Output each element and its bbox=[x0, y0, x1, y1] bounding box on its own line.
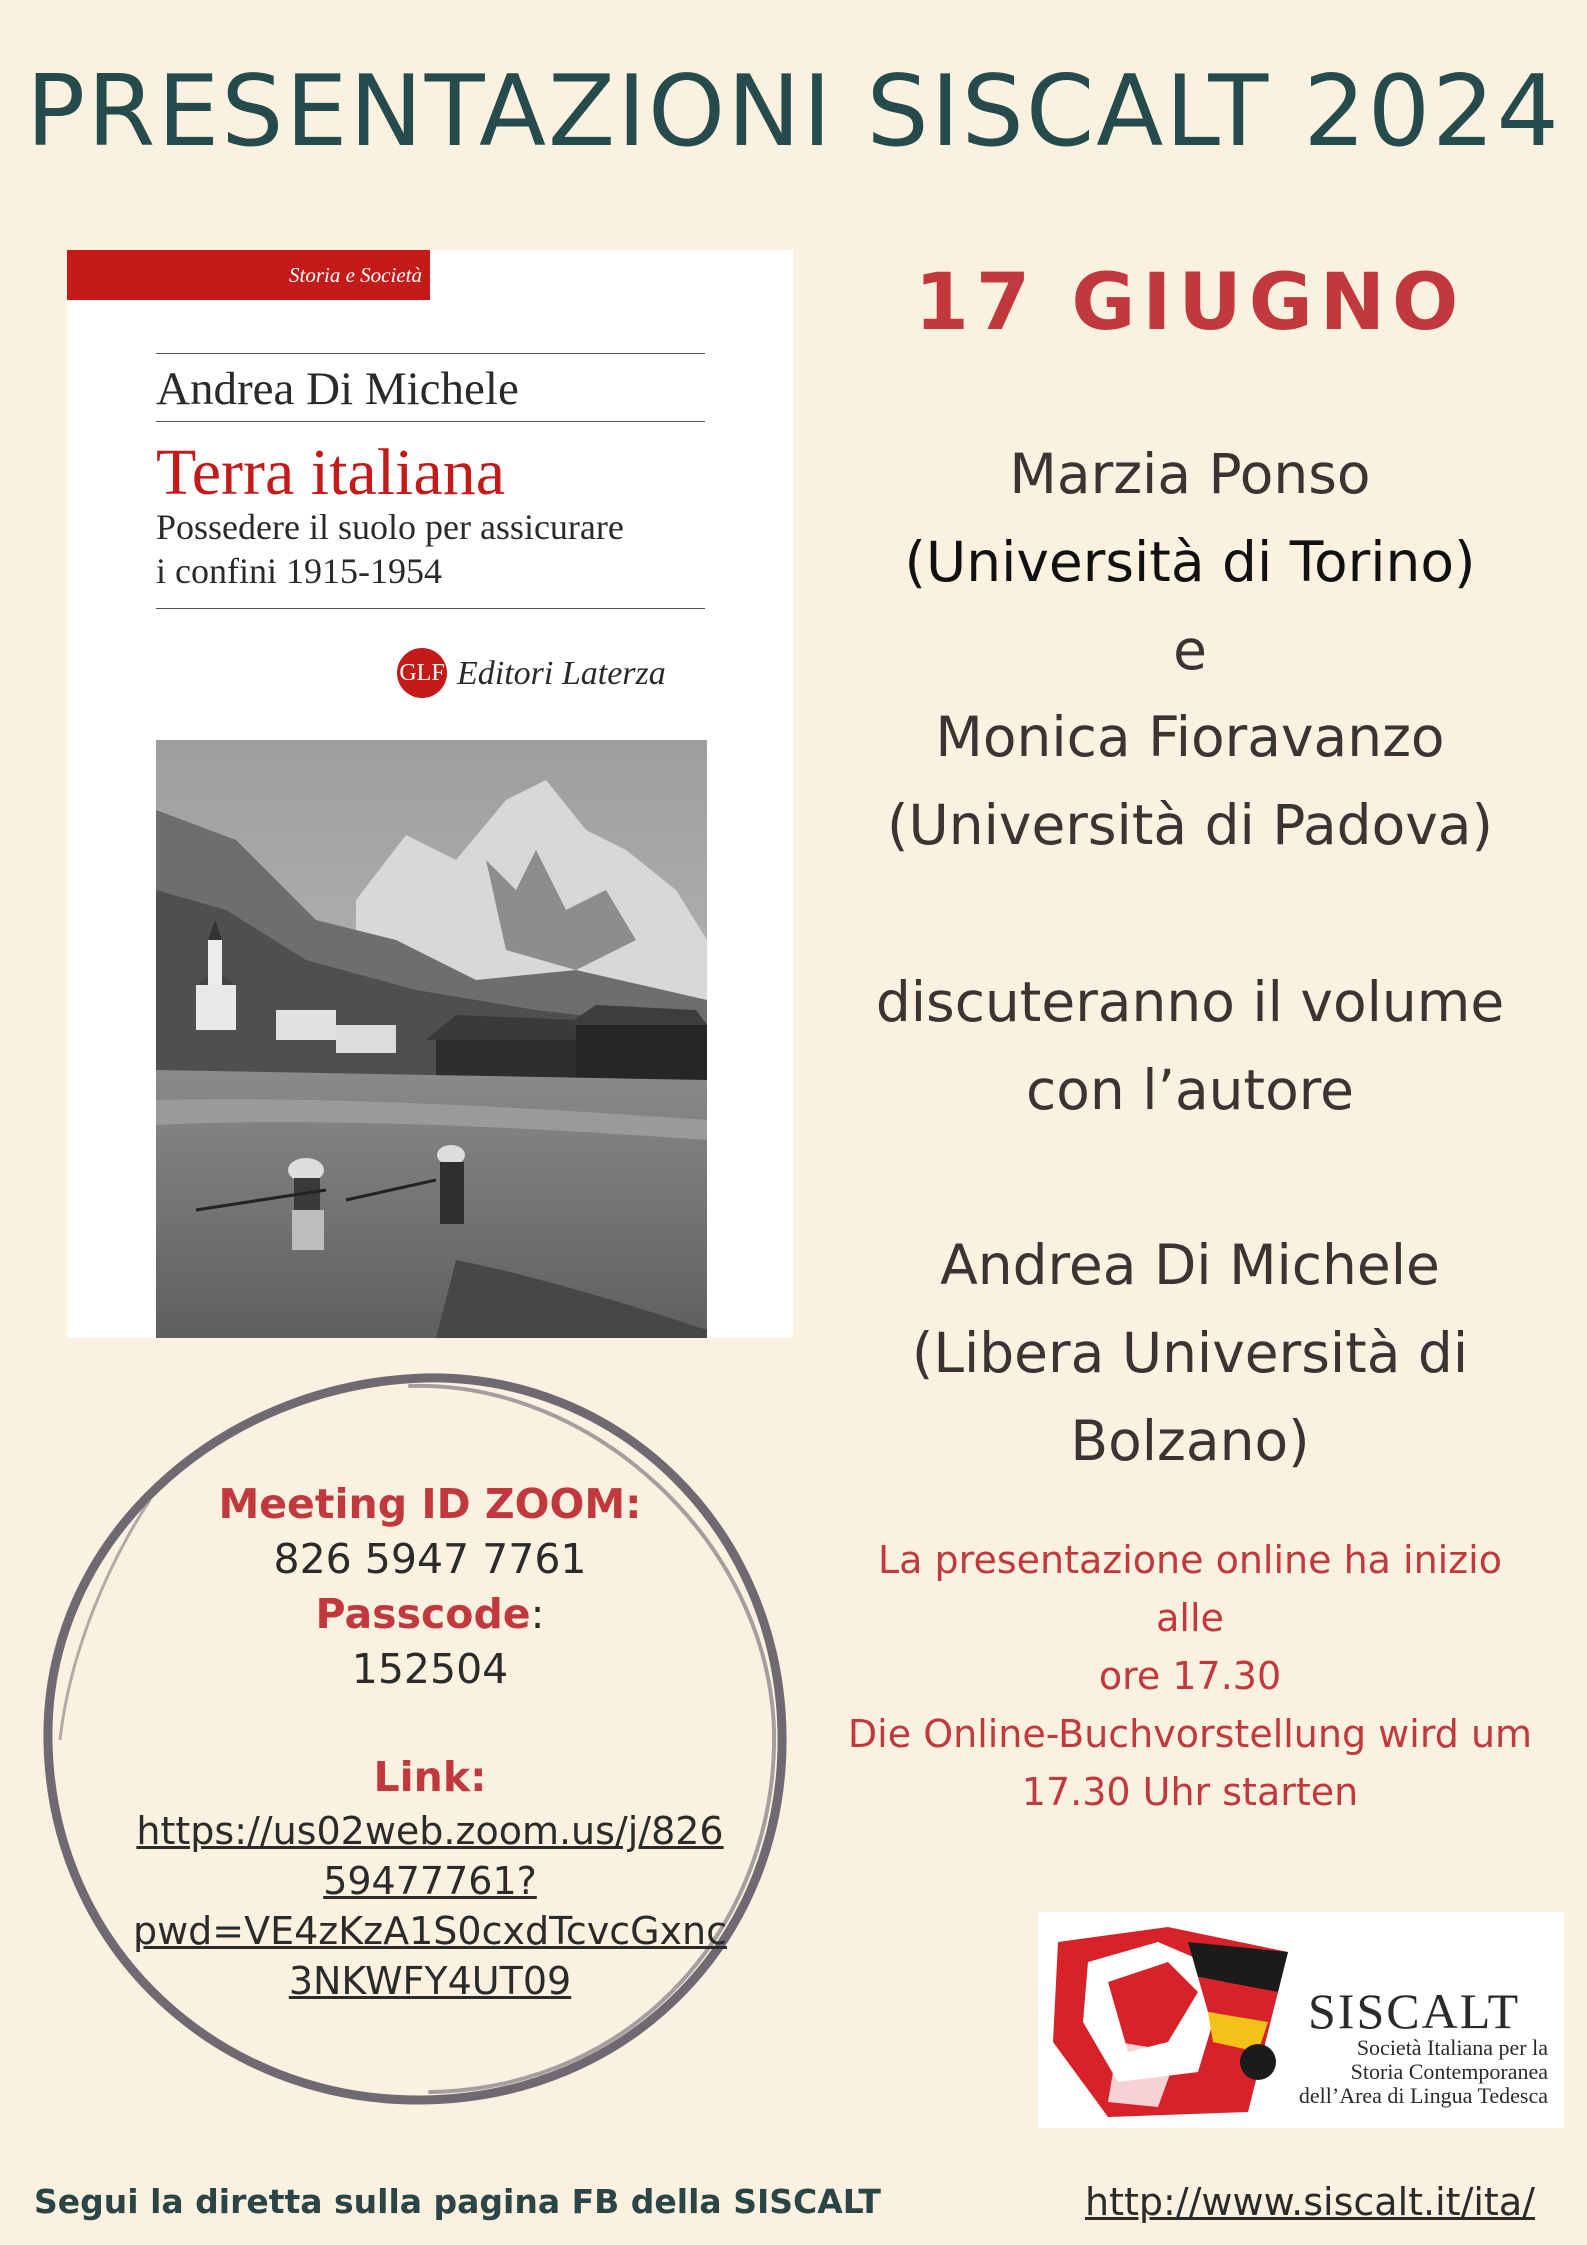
book-author: Andrea Di Michele bbox=[156, 363, 519, 415]
meeting-id-label: Meeting ID ZOOM: bbox=[218, 1480, 642, 1528]
siscalt-logo-name: SISCALT bbox=[1308, 1983, 1521, 2039]
speaker2-name: Monica Fioravanzo bbox=[935, 705, 1445, 769]
passcode-label-row bbox=[110, 1590, 750, 1638]
book-subtitle-line: Possedere il suolo per assicurare bbox=[156, 507, 624, 547]
start-time-line: 17.30 Uhr starten bbox=[1021, 1770, 1359, 1814]
speaker1-name: Marzia Ponso bbox=[1009, 442, 1371, 506]
start-time-line: La presentazione online ha inizio alle bbox=[878, 1538, 1502, 1640]
book-subtitle-line: i confini 1915-1954 bbox=[156, 551, 442, 591]
author-affiliation: (Libera Università di bbox=[911, 1321, 1469, 1385]
speaker2-affiliation: (Università di Padova) bbox=[887, 793, 1493, 857]
page-title: PRESENTAZIONI SISCALT 2024 bbox=[26, 55, 1561, 169]
zoom-link-line[interactable]: https://us02web.zoom.us/j/826 bbox=[136, 1809, 724, 1853]
author-name: Andrea Di Michele bbox=[940, 1233, 1440, 1297]
passcode-label: Passcode bbox=[315, 1590, 531, 1638]
siscalt-logo-subtitle bbox=[1299, 2036, 1548, 2108]
meeting-id: 826 5947 7761 bbox=[273, 1535, 587, 1583]
zoom-link-line[interactable]: 3NKWFY4UT09 bbox=[288, 1959, 572, 2003]
conjunction: e bbox=[1173, 618, 1207, 682]
logo-subtitle-line: Società Italiana per la bbox=[1356, 2035, 1548, 2060]
website-link[interactable]: http://www.siscalt.it/ita/ bbox=[1085, 2180, 1535, 2224]
book-title: Terra italiana bbox=[156, 436, 505, 509]
book-series-label: Storia e Società bbox=[67, 250, 430, 300]
author-affiliation: Bolzano) bbox=[1070, 1409, 1310, 1473]
book-publisher: Editori Laterza bbox=[457, 655, 666, 692]
publisher-logo: GLF bbox=[397, 648, 447, 698]
siscalt-emblem-icon bbox=[1048, 1922, 1308, 2122]
book-subtitle bbox=[156, 505, 716, 593]
discussion-line: con l’autore bbox=[1025, 1058, 1354, 1122]
speaker1-affiliation: (Università di Torino) bbox=[904, 530, 1476, 594]
passcode-colon: : bbox=[530, 1590, 545, 1638]
zoom-info-circle bbox=[30, 1360, 810, 2120]
facebook-note: Segui la diretta sulla pagina FB della SISCALT bbox=[34, 2182, 881, 2221]
start-time-line: Die Online-Buchvorstellung wird um bbox=[847, 1712, 1533, 1756]
divider bbox=[156, 353, 705, 354]
start-time-line: ore 17.30 bbox=[1098, 1654, 1282, 1698]
zoom-link-line[interactable]: 59477761? bbox=[323, 1859, 537, 1903]
cover-photo bbox=[156, 740, 707, 1338]
event-date: 17 GIUGNO bbox=[914, 258, 1466, 348]
zoom-link-line[interactable]: pwd=VE4zKzA1S0cxdTcvcGxnc bbox=[132, 1909, 728, 1953]
logo-subtitle-line: Storia Contemporanea bbox=[1350, 2059, 1548, 2084]
logo-subtitle-line: dell’Area di Lingua Tedesca bbox=[1298, 2083, 1548, 2108]
discussion-line: discuteranno il volume bbox=[875, 970, 1505, 1034]
passcode: 152504 bbox=[351, 1645, 509, 1693]
divider bbox=[156, 608, 705, 609]
link-label: Link: bbox=[373, 1753, 487, 1801]
start-time-italian bbox=[845, 1531, 1535, 1821]
zoom-link[interactable] bbox=[120, 1806, 740, 2006]
siscalt-logo bbox=[1038, 1912, 1564, 2128]
divider bbox=[156, 421, 705, 422]
book-cover bbox=[67, 250, 793, 1338]
